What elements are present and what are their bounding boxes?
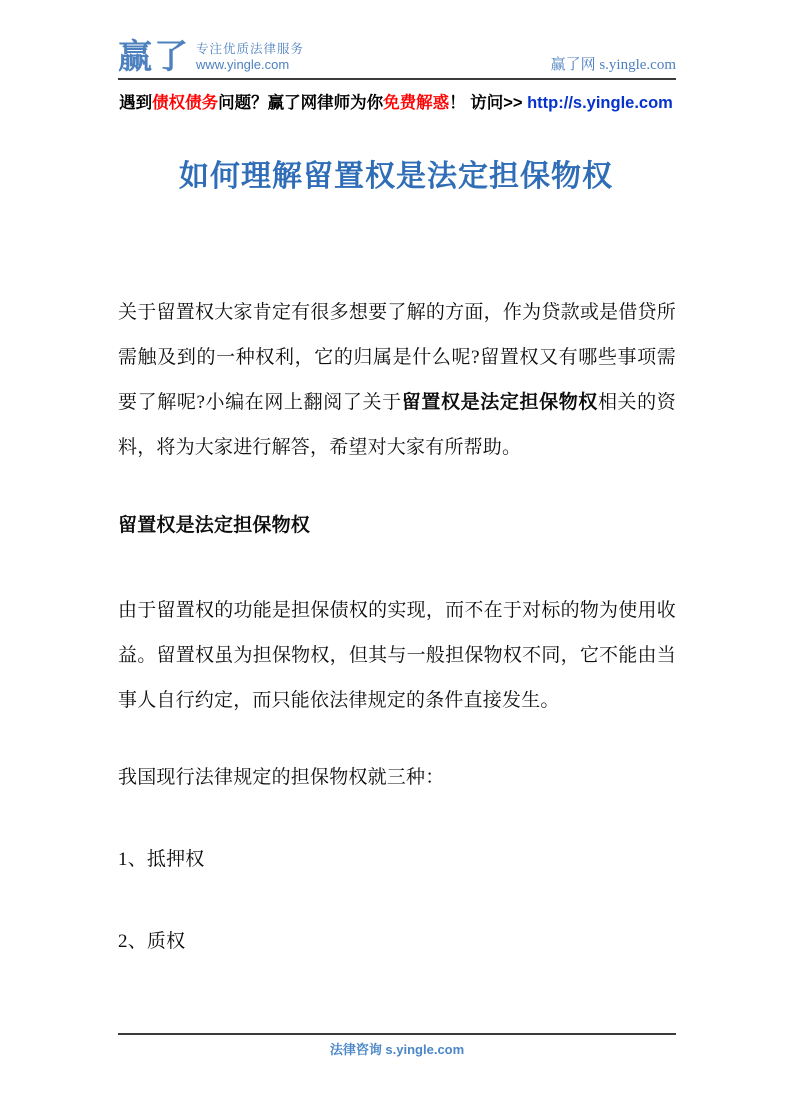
yingle-logo[interactable] xyxy=(118,40,304,78)
article-body xyxy=(118,290,676,964)
section-heading: 留置权是法定担保物权 xyxy=(118,515,311,536)
intro-text: 相关的资料，将为大家进行解答，希望对大家有所帮助。 xyxy=(118,392,676,458)
promo-highlight-keyword: 免费解惑 xyxy=(383,94,450,112)
promo-text-segment: ！ 访问>> xyxy=(449,94,528,112)
promo-text-segment: 遇到 xyxy=(119,94,153,112)
paragraph-explanation: 由于留置权的功能是担保债权的实现，而不在于对标的物为使用收益。留置权虽为担保物权，但其与一般担保物权不同，它不能由当事人自行约定，而只能依法律规定的条件直接发生。 xyxy=(118,600,676,711)
promo-highlight-keyword: 债权债务 xyxy=(152,94,219,112)
logo-tagline-text: 专注优质法律服务 xyxy=(196,42,305,56)
paragraph-lead-in: 我国现行法律规定的担保物权就三种： xyxy=(118,767,445,788)
logo-tagline xyxy=(196,41,304,74)
intro-text: 关于留置权大家肯定有很多想要了解的方面，作为贷款或是借贷所需触及到的一种权利，它的归属是什么呢?留置权又有哪些事项需要了解呢?小编在网上翻阅了关于 xyxy=(118,302,676,413)
promo-banner xyxy=(0,90,792,117)
paragraph-intro xyxy=(118,290,676,470)
logo-wordmark: 赢了 xyxy=(118,38,190,76)
logo-website-text: www.yingle.com xyxy=(196,57,290,72)
intro-bold-keyword: 留置权是法定担保物权 xyxy=(401,392,598,413)
page-title: 如何理解留置权是法定担保物权 xyxy=(179,160,613,193)
footer-link[interactable]: 法律咨询 s.yingle.com xyxy=(329,1042,465,1057)
header xyxy=(118,0,676,80)
promo-link[interactable]: http://s.yingle.com xyxy=(527,94,673,112)
list-item-2: 2、质权 xyxy=(118,931,186,952)
promo-text-segment: 问题？赢了网律师为你 xyxy=(218,94,384,112)
list-item-1: 1、抵押权 xyxy=(118,849,205,870)
header-site-label: 赢了网 s.yingle.com xyxy=(550,57,676,73)
footer xyxy=(118,1033,676,1059)
